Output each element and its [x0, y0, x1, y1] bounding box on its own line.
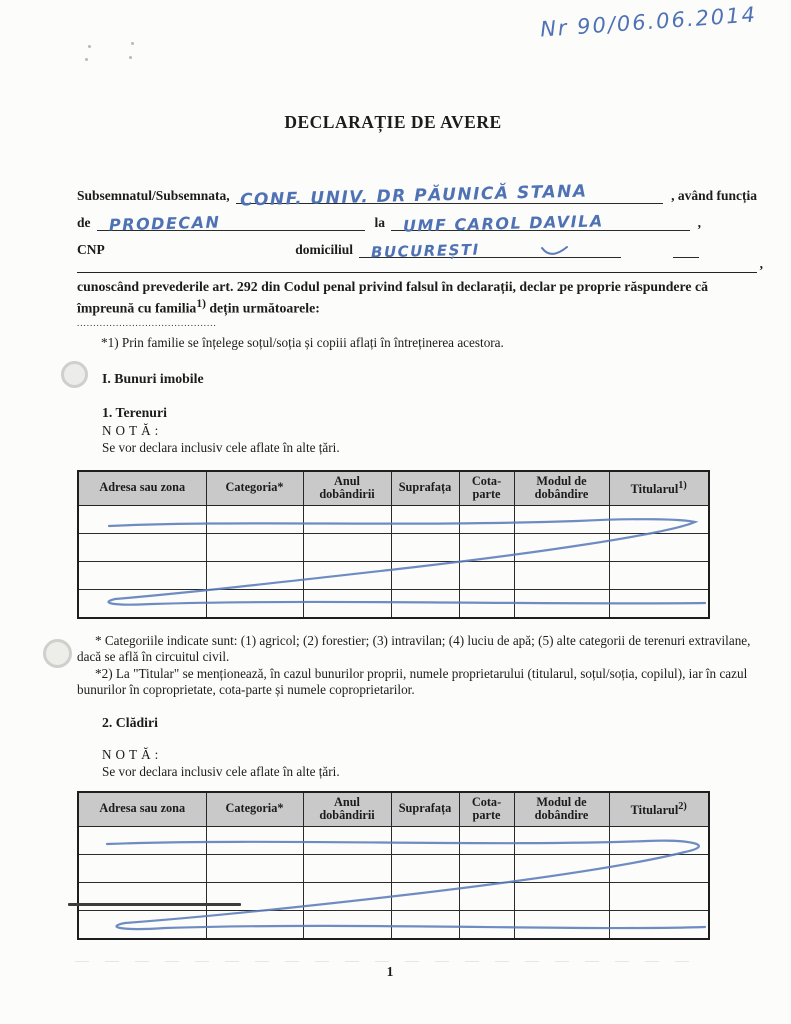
oath-paragraph-text: cunoscând prevederile art. 292 din Codul penal privind falsul în declarații, declar pe proprie răspundere că împreună cu familia [77, 279, 708, 316]
titularul-sup: 1) [678, 480, 687, 492]
oath-paragraph-end: dețin următoarele: [205, 300, 320, 316]
line4-comma: , [759, 256, 763, 271]
titularul-label: Titularul [630, 482, 679, 497]
cladiri-table-wrap [77, 791, 708, 940]
titularul-label: Titularul [630, 803, 679, 818]
col-header-anul: Anul dobândirii [303, 471, 391, 506]
col-header-titularul [609, 792, 709, 827]
col-header-categoria: Categoria* [206, 471, 303, 506]
line2-comma: , [697, 215, 701, 230]
section-heading-bunuri-imobile: I. Bunuri imobile [102, 370, 204, 386]
oath-paragraph [77, 279, 757, 317]
footnote-titular: *2) La "Titular" se menționează, în cazul bunurilor proprii, numele proprietarului (titularul, soțul/soția, copilul), iar în cazul bunurilor în coproprietate, cota-parte și numele coproprietarilor. [77, 665, 748, 698]
cnp-blank [111, 231, 295, 258]
oath-paragraph-sup: 1) [196, 297, 206, 310]
titularul-sup: 2) [678, 801, 687, 813]
col-header-modul: Modul de dobândire [514, 471, 609, 506]
document-title: DECLARAȚIE DE AVERE [284, 112, 502, 132]
col-header-anul: Anul dobândirii [303, 792, 391, 827]
col-header-modul: Modul de dobândire [514, 792, 609, 827]
nota-label-cladiri: NOTĂ: [102, 746, 163, 762]
name-field [236, 176, 663, 211]
blank-rule-line [77, 256, 763, 273]
cladiri-header-row [78, 792, 709, 827]
scan-artifact-bar [68, 903, 241, 906]
terenuri-header-row [78, 471, 709, 506]
table-row [78, 533, 709, 561]
table-row [78, 882, 709, 910]
nota-text-cladiri: Se vor declara inclusiv cele aflate în alte țări. [102, 763, 340, 779]
table-row [78, 910, 709, 939]
table-row [78, 505, 709, 533]
function-field [97, 203, 365, 235]
table-row [78, 826, 709, 854]
subsection-heading-terenuri: 1. Terenuri [102, 404, 167, 420]
dotted-line: ........................................... [77, 317, 217, 328]
subsemnatul-label: Subsemnatul/Subsemnata, [77, 188, 230, 203]
col-header-adresa: Adresa sau zona [78, 471, 206, 506]
subsection-heading-cladiri: 2. Clădiri [102, 714, 158, 730]
col-header-suprafata: Suprafața [391, 471, 459, 506]
family-footnote: *1) Prin familie se înțelege soțul/soția și copiii aflați în întreținerea acestora. [101, 334, 504, 350]
col-header-suprafata: Suprafața [391, 792, 459, 827]
col-header-adresa: Adresa sau zona [78, 792, 206, 827]
declarant-form-block [77, 177, 763, 273]
terenuri-table-wrap [77, 470, 708, 619]
cladiri-table [77, 791, 710, 940]
handwritten-institution: UMF CAROL DAVILA [402, 211, 604, 236]
scan-artifact-faint-line [75, 961, 705, 962]
handwritten-function: PRODECAN [108, 212, 221, 235]
col-header-titularul [609, 471, 709, 506]
table-row [78, 561, 709, 589]
form-line-name [77, 177, 757, 211]
la-label: la [374, 215, 386, 230]
handwritten-domicile: BUCUREȘTI [370, 240, 480, 262]
page-number: 1 [386, 963, 394, 979]
form-line-cnp-domicile [77, 231, 757, 262]
footnote-categorii: * Categoriile indicate sunt: (1) agricol; (2) forestier; (3) intravilan; (4) luciu de apă; (5) alte categorii de terenuri extravilane, dacă se află în circuitul civil. [77, 632, 751, 665]
col-header-cota: Cota-parte [459, 792, 514, 827]
domiciliul-label: domiciliul [295, 242, 353, 257]
de-label: de [77, 215, 91, 230]
nota-text-terenuri: Se vor declara inclusiv cele aflate în alte țări. [102, 439, 340, 455]
nota-label-terenuri: NOTĂ: [102, 422, 163, 438]
domicile-gap [621, 231, 673, 258]
form-line-function [77, 204, 757, 236]
cnp-label: CNP [77, 242, 105, 257]
line2-right-margin [701, 204, 757, 231]
terenuri-table [77, 470, 710, 619]
table-row [78, 854, 709, 882]
domicile-field [359, 230, 621, 262]
handwritten-registration-number: Nr 90/06.06.2014 [539, 2, 758, 42]
institution-field [391, 203, 690, 236]
col-header-categoria: Categoria* [206, 792, 303, 827]
punch-hole [43, 639, 72, 668]
handwritten-name: CONF. UNIV. DR PĂUNICĂ STANA [239, 181, 588, 211]
avand-functia-label: , având funcția [671, 188, 757, 203]
trailing-underline [673, 230, 699, 258]
col-header-cota: Cota-parte [459, 471, 514, 506]
line3-right-margin [699, 231, 757, 258]
table-row [78, 589, 709, 618]
